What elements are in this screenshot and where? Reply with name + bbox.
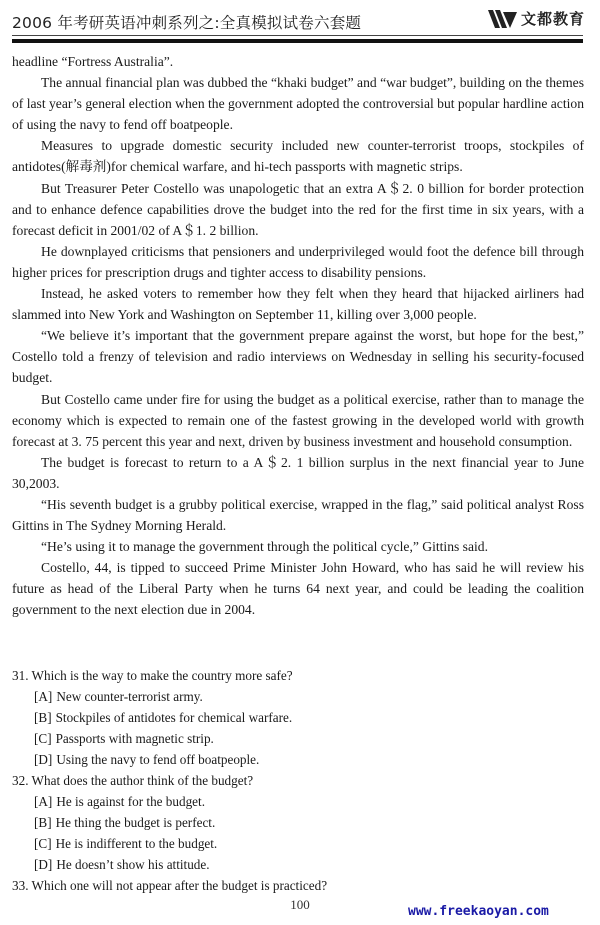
option-letter: [A] <box>34 689 53 704</box>
option-text: He thing the budget is perfect. <box>55 815 216 830</box>
question-number: 33. <box>12 878 29 893</box>
paragraph: But Treasurer Peter Costello was unapologetic that an extra A＄2. 0 billion for border protection and to enhance defence capabilities drove the budget into the red for the first time in six years, with a forecast deficit in 2001/02 of A＄1. 2 billion. <box>12 180 584 238</box>
option-letter: [A] <box>34 794 53 809</box>
question-stem <box>12 665 584 686</box>
option-text: Passports with magnetic strip. <box>55 731 214 746</box>
reading-passage <box>12 51 584 621</box>
question-32 <box>12 770 584 875</box>
wendu-w-logo-icon <box>488 9 518 29</box>
question-list <box>12 665 584 896</box>
question-number: 31. <box>12 668 29 683</box>
option-text: Using the navy to fend off boatpeople. <box>56 752 260 767</box>
option-letter: [D] <box>34 752 53 767</box>
page-number: 100 <box>290 897 310 912</box>
header-rule-thick <box>12 39 583 43</box>
option-letter: [B] <box>34 710 52 725</box>
option-a <box>12 686 584 707</box>
question-stem <box>12 770 584 791</box>
question-text: Which is the way to make the country more safe? <box>31 668 293 683</box>
paragraph: “His seventh budget is a grubby political exercise, wrapped in the flag,” said political analyst Ross Gittins in The Sydney Morning Herald. <box>12 496 584 534</box>
option-text: New counter-terrorist army. <box>56 689 203 704</box>
question-number: 32. <box>12 773 29 788</box>
option-letter: [C] <box>34 731 52 746</box>
paragraph: He downplayed criticisms that pensioners and underprivileged would foot the defence bill through higher prices for prescription drugs and tighter access to disability pensions. <box>12 243 584 280</box>
option-b <box>12 812 584 833</box>
question-stem <box>12 875 584 896</box>
option-d <box>12 749 584 770</box>
paragraph: The budget is forecast to return to a A＄2. 1 billion surplus in the next financial year to June 30,2003. <box>12 454 584 491</box>
question-text: Which one will not appear after the budget is practiced? <box>31 878 328 893</box>
option-letter: [C] <box>34 836 52 851</box>
publisher-logo <box>488 8 585 29</box>
option-d <box>12 854 584 875</box>
option-c <box>12 833 584 854</box>
series-title: 2006 年考研英语冲刺系列之:全真模拟试卷六套题 <box>12 14 362 32</box>
paragraph: Measures to upgrade domestic security included new counter-terrorist troops, stockpiles of antidotes(解毒剂)for chemical warfare, and hi-tech passports with magnetic strips. <box>12 138 584 175</box>
option-letter: [D] <box>34 857 53 872</box>
paragraph: The annual financial plan was dubbed the “khaki budget” and “war budget”, building on the themes of last year’s general election when the government adopted the controversial but popular hardline action of using the navy to fend off boatpeople. <box>12 75 584 133</box>
option-b <box>12 707 584 728</box>
option-text: He is against for the budget. <box>56 794 206 809</box>
question-33 <box>12 875 584 896</box>
page-header <box>12 8 585 32</box>
logo-text: 文都教育 <box>520 10 585 28</box>
question-31 <box>12 665 584 770</box>
option-text: Stockpiles of antidotes for chemical warfare. <box>55 710 293 725</box>
option-a <box>12 791 584 812</box>
paragraph: But Costello came under fire for using the budget as a political exercise, rather than to manage the economy which is expected to remain one of the fastest growing in the developed world with growth forecast at 3. 75 percent this year and next, driven by business investment and household consumption. <box>12 391 584 449</box>
header-rule-thin <box>12 35 583 36</box>
option-text: He is indifferent to the budget. <box>55 836 218 851</box>
watermark-link[interactable]: www.freekaoyan.com <box>408 904 549 919</box>
option-c <box>12 728 584 749</box>
paragraph: Costello, 44, is tipped to succeed Prime Minister John Howard, who has said he will review his future as head of the Liberal Party when he turns 64 next year, and could be leading the coalition government to the next election due in 2004. <box>12 560 584 618</box>
paragraph: “He’s using it to manage the government through the political cycle,” Gittins said. <box>41 539 488 555</box>
option-text: He doesn’t show his attitude. <box>56 857 210 872</box>
paragraph: “We believe it’s important that the government prepare against the worst, but hope for the best,” Costello told a frenzy of television and radio interviews on Wednesday in selling his security-focused budget. <box>12 328 584 386</box>
option-letter: [B] <box>34 815 52 830</box>
paragraph: Instead, he asked voters to remember how they felt when they heard that hijacked airliners had slammed into New York and Washington on September 11, killing over 3,000 people. <box>12 286 584 323</box>
question-text: What does the author think of the budget? <box>31 773 254 788</box>
paragraph: headline “Fortress Australia”. <box>12 54 174 69</box>
